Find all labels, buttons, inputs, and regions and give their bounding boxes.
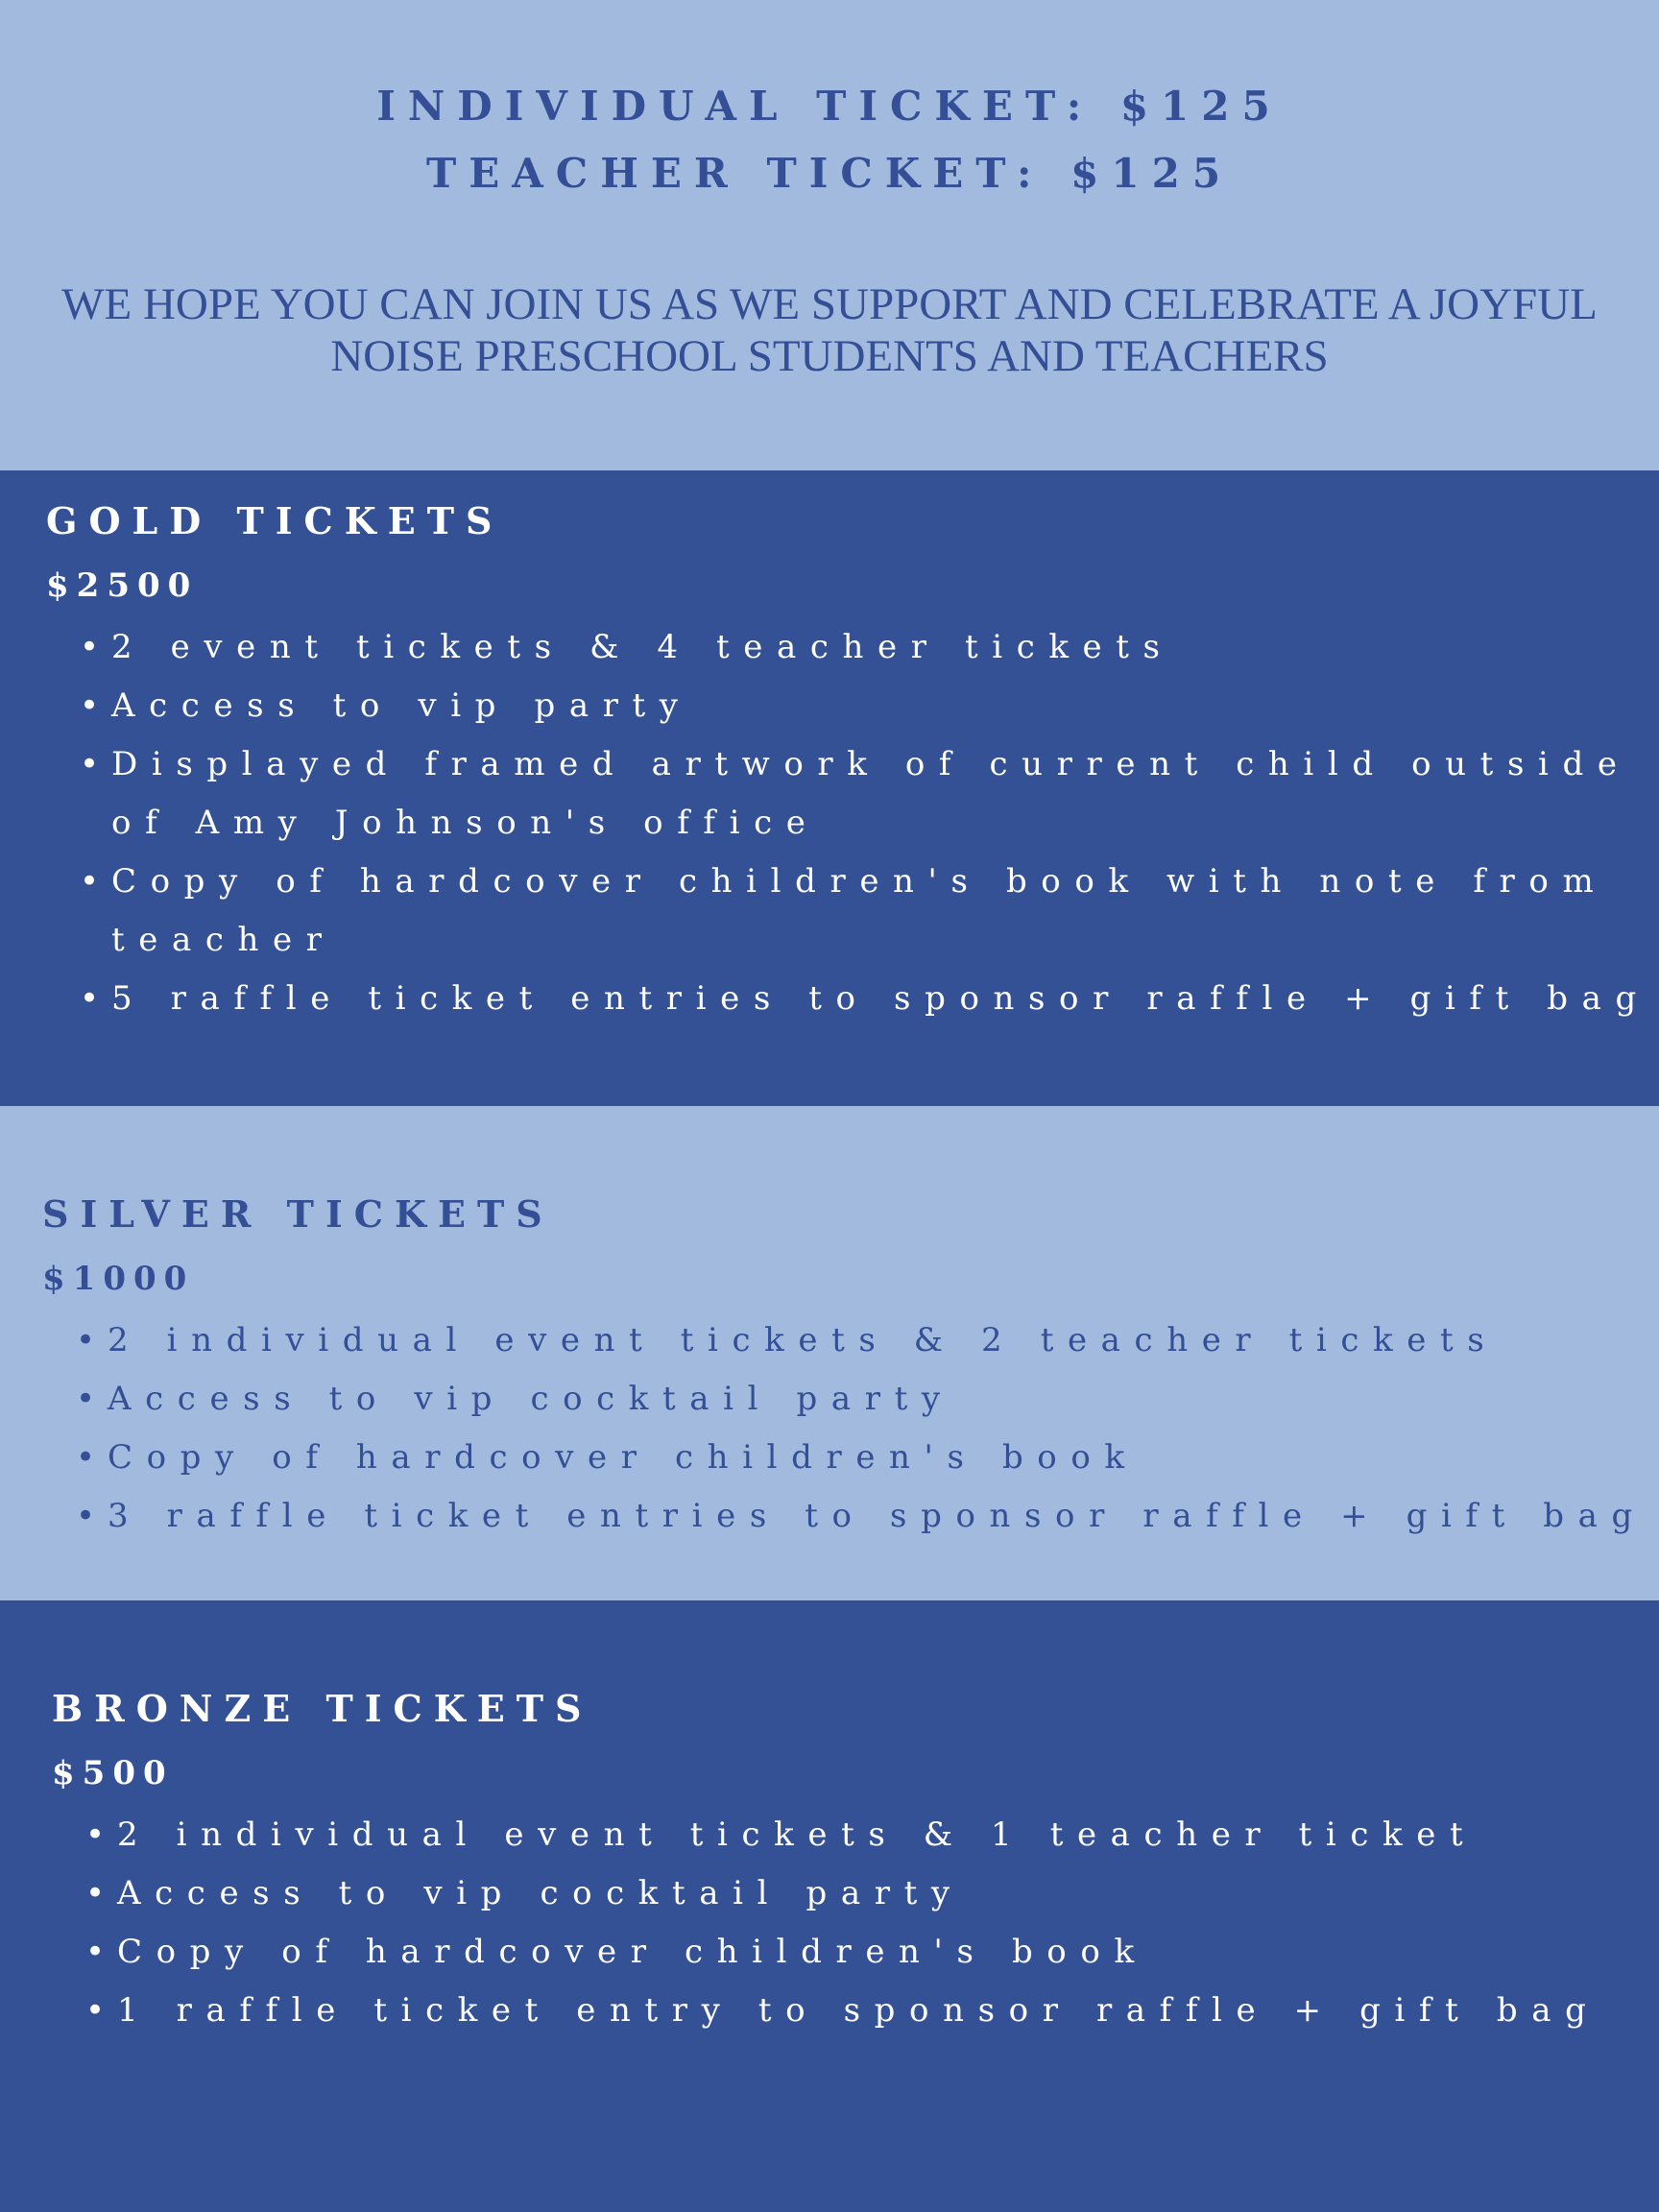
- bullet-icon: •: [85, 1991, 106, 2030]
- benefit-text: Copy of hardcover children's book with note from teacher: [111, 862, 1608, 959]
- benefit-text: 2 individual event tickets & 1 teacher ticket: [117, 1815, 1478, 1854]
- benefit-text: Displayed framed artwork of current child outside of Amy Johnson's office: [111, 745, 1631, 842]
- benefit-text: 5 raffle ticket entries to sponsor raffle + gift bag: [111, 979, 1650, 1018]
- bronze-tier-price: $500: [52, 1754, 174, 1792]
- bronze-benefits-list: [85, 1806, 1650, 2040]
- teacher-ticket-price: TEACHER TICKET: $125: [425, 150, 1234, 197]
- bullet-icon: •: [76, 1321, 96, 1359]
- list-item: [76, 1311, 1650, 1370]
- gold-tier-price: $2500: [46, 566, 199, 605]
- silver-tier-title: SILVER TICKETS: [42, 1192, 554, 1236]
- list-item: [85, 1806, 1650, 1864]
- benefit-text: Access to vip party: [111, 686, 692, 725]
- gold-tier-title: GOLD TICKETS: [46, 499, 504, 542]
- benefit-text: Copy of hardcover children's book: [108, 1438, 1139, 1477]
- silver-tier-price: $1000: [42, 1260, 195, 1298]
- benefit-text: 2 event tickets & 4 teacher tickets: [111, 628, 1174, 666]
- list-item: [76, 1487, 1650, 1546]
- welcome-message: WE HOPE YOU CAN JOIN US AS WE SUPPORT AND CELEBRATE A JOYFUL NOISE PRESCHOOL STUDENTS AND TEACHERS: [61, 279, 1598, 381]
- benefit-text: Copy of hardcover children's book: [117, 1933, 1148, 1971]
- bullet-icon: •: [80, 745, 100, 783]
- bullet-icon: •: [80, 628, 100, 666]
- list-item: [80, 677, 1645, 735]
- list-item: [85, 1923, 1650, 1982]
- benefit-text: Access to vip cocktail party: [117, 1874, 964, 1912]
- list-item: [76, 1429, 1650, 1487]
- silver-tier-section: [0, 1106, 1659, 1600]
- bullet-icon: •: [85, 1933, 106, 1971]
- list-item: [80, 853, 1645, 970]
- list-item: [80, 735, 1645, 853]
- bullet-icon: •: [76, 1380, 96, 1418]
- bullet-icon: •: [85, 1874, 106, 1912]
- silver-benefits-list: [76, 1311, 1650, 1546]
- individual-ticket-price: INDIVIDUAL TICKET: $125: [376, 83, 1283, 130]
- bullet-icon: •: [76, 1497, 96, 1535]
- bronze-tier-title: BRONZE TICKETS: [52, 1687, 593, 1730]
- intro-section: [0, 0, 1659, 470]
- bullet-icon: •: [80, 862, 100, 901]
- bullet-icon: •: [85, 1815, 106, 1854]
- list-item: [85, 1982, 1650, 2040]
- list-item: [85, 1864, 1650, 1923]
- list-item: [80, 970, 1650, 1028]
- bronze-tier-section: [0, 1600, 1659, 2212]
- gold-benefits-list: [80, 618, 1650, 1028]
- gold-tier-section: [0, 470, 1659, 1106]
- benefit-text: Access to vip cocktail party: [108, 1380, 954, 1418]
- list-item: [80, 618, 1645, 677]
- bullet-icon: •: [76, 1438, 96, 1477]
- benefit-text: 2 individual event tickets & 2 teacher tickets: [108, 1321, 1499, 1359]
- benefit-text: 1 raffle ticket entry to sponsor raffle + gift bag: [117, 1991, 1600, 2030]
- bullet-icon: •: [80, 686, 100, 725]
- benefit-text: 3 raffle ticket entries to sponsor raffle + gift bag: [108, 1497, 1647, 1535]
- list-item: [76, 1370, 1650, 1429]
- bullet-icon: •: [80, 979, 100, 1018]
